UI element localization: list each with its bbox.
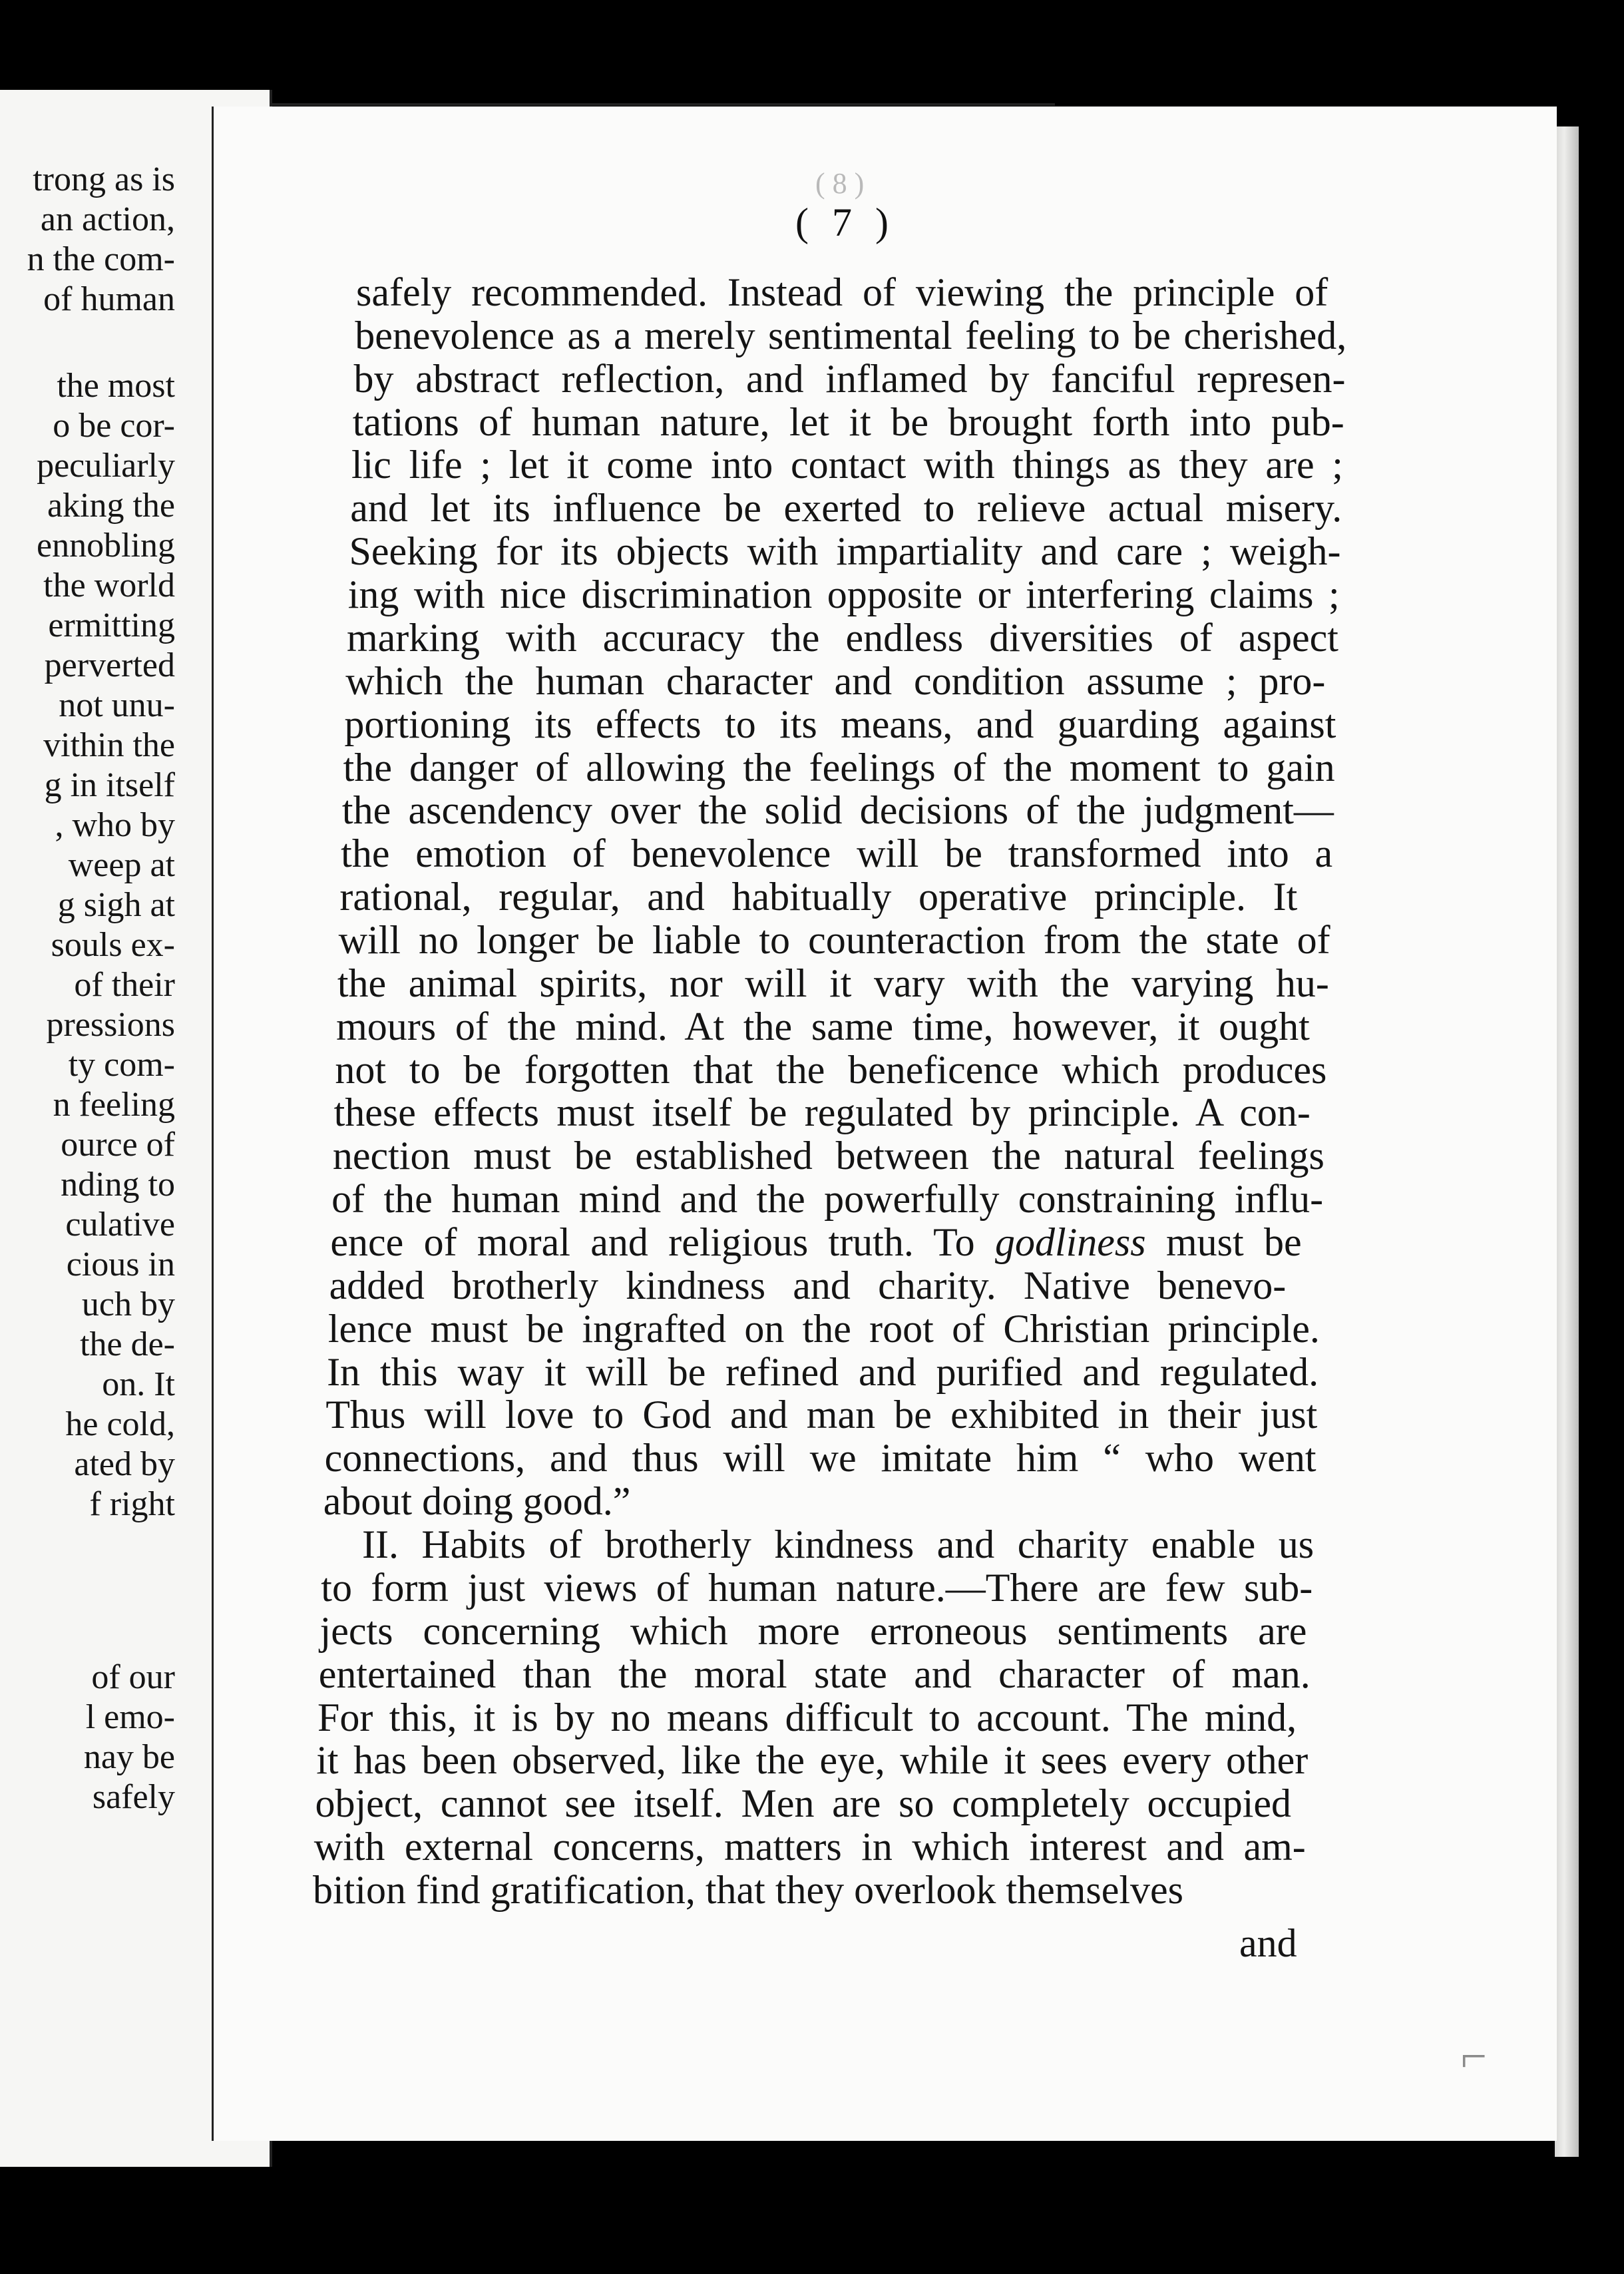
left-page-line: l emo- <box>85 1698 175 1736</box>
left-page-line: n feeling <box>53 1086 175 1124</box>
text-line: safely recommended. Instead of viewing the principle of <box>356 270 1328 314</box>
left-page-line: , who by <box>55 806 175 844</box>
left-page-line: an action, <box>40 200 175 238</box>
left-page-line: nay be <box>83 1738 175 1776</box>
text-line: and let its influence be exerted to relieve actual misery. <box>350 486 1342 531</box>
left-page-line: safely <box>92 1778 175 1816</box>
page-number: ( 7 ) <box>795 200 895 244</box>
text-line: added brotherly kindness and charity. Native benevo- <box>329 1263 1287 1307</box>
text-line: benevolence as a merely sentimental feeling to be cherished, <box>355 313 1347 357</box>
left-page-line: on. It <box>102 1365 175 1403</box>
text-line: ing with nice discrimination opposite or interfering claims ; <box>347 572 1340 617</box>
text-line: connections, and thus will we imitate him “ who went <box>324 1436 1317 1480</box>
text-line: mours of the mind. At the same time, however, it ought <box>336 1004 1310 1048</box>
text-line: rational, regular, and habitually operative principle. It <box>339 875 1298 919</box>
left-page-line: cious in <box>66 1246 175 1283</box>
left-page-line: he cold, <box>65 1405 175 1443</box>
text-line: For this, it is by no means difficult to account. The mind, <box>317 1695 1297 1739</box>
left-page-line: n the com- <box>27 240 175 278</box>
text-line: the ascendency over the solid decisions of the judgment— <box>341 788 1334 833</box>
corner-mark: ⌐ <box>1458 2031 1490 2082</box>
left-page-line: ermitting <box>48 606 175 644</box>
text-line: about doing good.” <box>323 1479 631 1524</box>
left-page-line: of their <box>74 966 175 1004</box>
left-page-line: peculiarly <box>37 447 175 485</box>
left-page-line: uch by <box>81 1285 175 1323</box>
text-line: Seeking for its objects with impartiality and care ; weigh- <box>349 529 1341 574</box>
left-page-line: pressions <box>46 1006 175 1044</box>
text-line: portioning its effects to its means, and guarding against <box>344 702 1336 746</box>
left-page-line: of human <box>43 280 175 318</box>
page-edge <box>1555 126 1579 2157</box>
left-page-line: the de- <box>80 1325 175 1363</box>
text-line: the animal spirits, nor will it vary with the varying hu- <box>337 961 1329 1005</box>
text-line: object, cannot see itself. Men are so completely occupied <box>315 1781 1292 1826</box>
text-line: lic life ; let it come into contact with things as they are ; <box>351 443 1343 487</box>
text-line: Thus will love to God and man be exhibited in their just <box>325 1393 1318 1437</box>
left-page-line: nding to <box>61 1166 175 1204</box>
text-line: by abstract reflection, and inflamed by fanciful represen- <box>353 356 1346 401</box>
text-line: which the human character and condition assume ; pro- <box>345 658 1326 703</box>
left-page-line: ennobling <box>37 527 175 565</box>
left-page-line: ource of <box>61 1126 175 1164</box>
text-line: to form just views of human nature.—There are few sub- <box>321 1565 1313 1610</box>
text-line: it has been observed, like the eye, while it sees every other <box>316 1738 1309 1783</box>
text-line: not to be forgotten that the beneficence which produces <box>335 1047 1327 1092</box>
bleed-through-page-number: ( 8 ) <box>815 167 865 200</box>
catchword: and <box>1239 1921 1297 1965</box>
left-page-line: vithin the <box>43 726 175 764</box>
text-line: the danger of allowing the feelings of the moment to gain <box>343 745 1335 790</box>
text-line: lence must be ingrafted on the root of Christian principle. <box>327 1306 1320 1351</box>
left-page-line: o be cor- <box>53 407 175 445</box>
text-line: entertained than the moral state and character of man. <box>318 1652 1311 1696</box>
left-page-line: g sigh at <box>57 886 175 924</box>
left-page-line: the world <box>43 567 175 604</box>
left-page-line: trong as is <box>33 160 175 198</box>
left-page-line: ated by <box>74 1445 175 1483</box>
left-page-line: perverted <box>44 646 175 684</box>
left-page-line: ty com- <box>68 1046 175 1084</box>
left-page-line: souls ex- <box>51 926 175 964</box>
left-page-line: culative <box>65 1206 175 1244</box>
text-line: marking with accuracy the endless diversities of aspect <box>346 615 1338 660</box>
text-line: In this way it will be refined and purified and regulated. <box>327 1349 1319 1394</box>
text-line: the emotion of benevolence will be transformed into a <box>341 831 1333 876</box>
text-line: with external concerns, matters in which interest and am- <box>313 1825 1306 1869</box>
text-line: tations of human nature, let it be brought forth into pub- <box>352 399 1344 444</box>
text-line: jects concerning which more erroneous sentiments are <box>319 1608 1307 1653</box>
text-line: these effects must itself be regulated by principle. A con- <box>333 1090 1311 1135</box>
text-line: bition find gratification, that they overlook themselves <box>313 1868 1184 1912</box>
left-page-line: the most <box>57 367 175 405</box>
left-page-line: weep at <box>68 846 175 884</box>
page-top-edge <box>270 103 1055 106</box>
text-line: of the human mind and the powerfully constraining influ- <box>331 1177 1324 1222</box>
text-line: ence of moral and religious truth. To godliness must be <box>330 1220 1302 1265</box>
text-line: will no longer be liable to counteraction from the state of <box>338 917 1330 962</box>
left-page-line: f right <box>89 1485 175 1523</box>
left-page-line: aking the <box>47 487 175 525</box>
left-page-line: not unu- <box>59 686 175 724</box>
left-page-line: g in itself <box>44 766 175 804</box>
text-line: nection must be established between the natural feelings <box>332 1134 1324 1178</box>
left-page-line: of our <box>91 1658 175 1696</box>
text-line: II. Habits of brotherly kindness and charity enable us <box>362 1522 1315 1567</box>
